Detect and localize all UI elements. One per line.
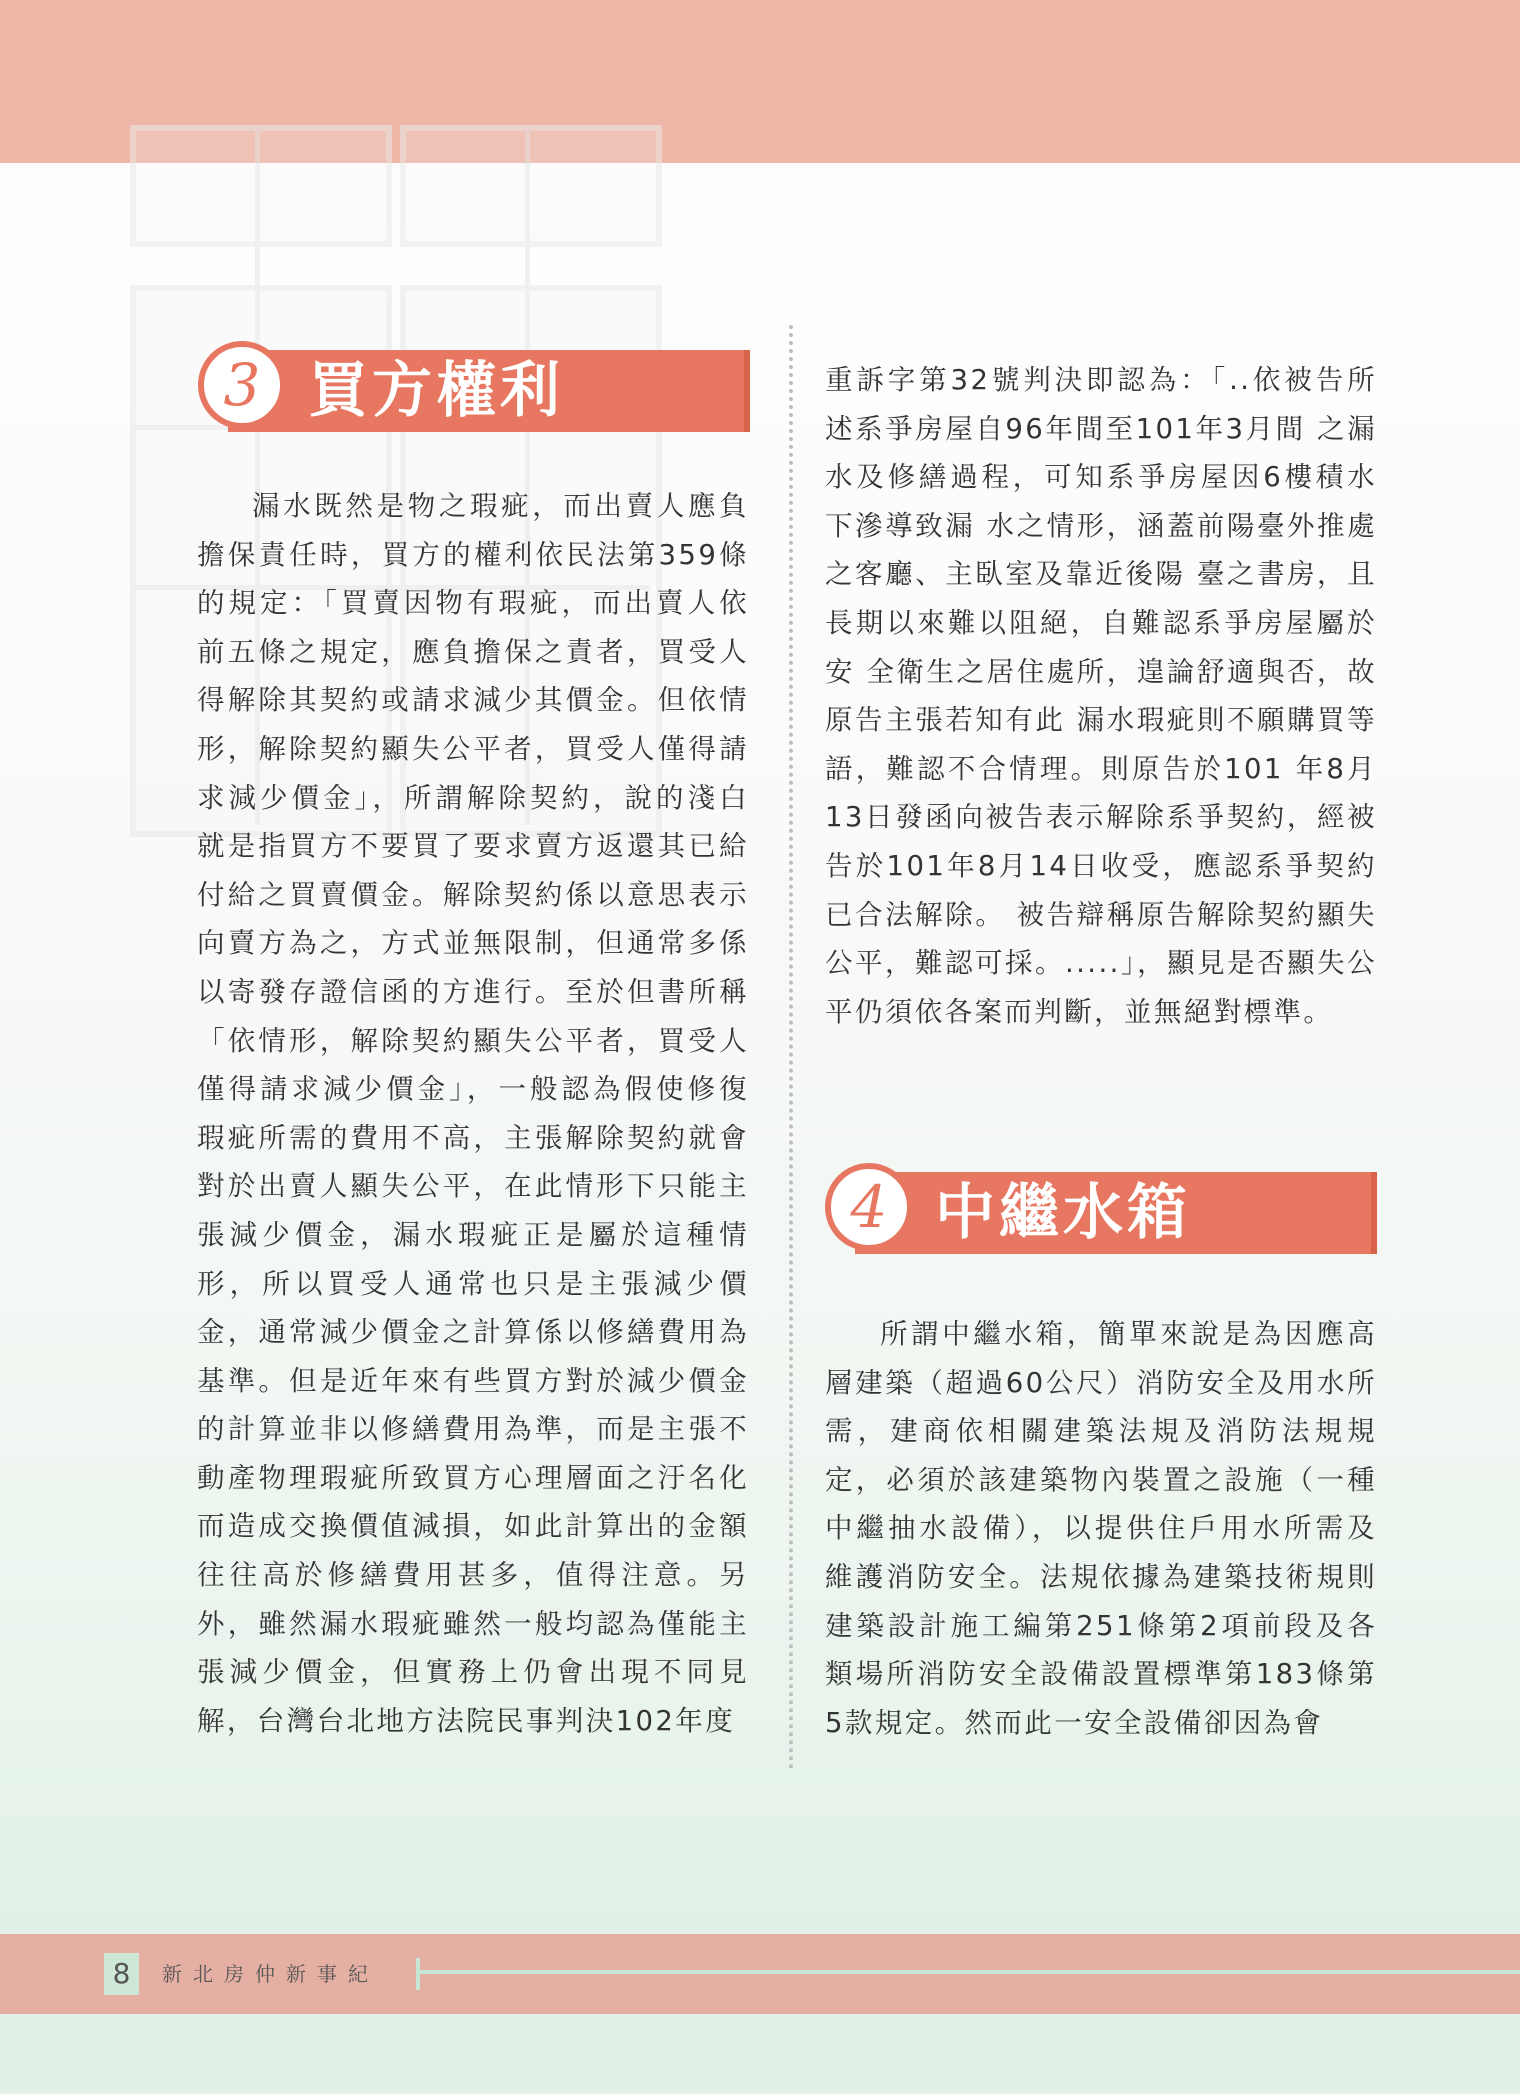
section-3-heading: [198, 341, 750, 441]
section-4-text: [825, 1310, 1377, 1747]
window-pane: [130, 125, 392, 247]
page-number: 8: [104, 1953, 139, 1995]
section-number: 4: [850, 1173, 888, 1241]
section-title: 買方權利: [308, 356, 564, 426]
magazine-name: 新北房仲新事紀: [162, 1962, 379, 1986]
footer-rule: [420, 1970, 1520, 1974]
body-paragraph: 所謂中繼水箱，簡單來說是為因應高層建築（超過60公尺）消防安全及用水所需，建商依相關建築法規及消防法規規定，必須於該建築物內裝置之設施（一種中繼抽水設備），以提供住戶用水所需及維護消防安全。法規依據為建築技術規則建築設計施工編第251條第2項前段及各類場所消防安全設備設置標準第183條第5款規定。然而此一安全設備卻因為會: [825, 1318, 1377, 1739]
footer-tick: [416, 1958, 420, 1990]
column-divider: [789, 325, 793, 1770]
left-column-text: [197, 482, 749, 1745]
section-title: 中繼水箱: [935, 1178, 1191, 1248]
window-pane: [400, 125, 662, 247]
body-paragraph: 重訴字第32號判決即認為：「..依被告所述系爭房屋自96年間至101年3月間 之漏水及修繕過程，可知系爭房屋因6樓積水下滲導致漏 水之情形，涵蓋前陽臺外推處之客廳、主臥室及靠近後陽 臺之書房，且長期以來難以阻絕，自難認系爭房屋屬於安 全衛生之居住處所，遑論舒適與否，故原告主張若知有此 漏水瑕疵則不願購買等語，難認不合情理。則原告於101 年8月13日發函向被告表示解除系爭契約，經被告於101年8月14日收受，應認系爭契約已合法解除。 被告辯稱原告解除契約顯失公平，難認可採。.....」，顯見是否顯失公平仍須依各案而判斷，並無絕對標準。: [825, 364, 1377, 1028]
body-paragraph: 漏水既然是物之瑕疵，而出賣人應負擔保責任時，買方的權利依民法第359條的規定：「買賣因物有瑕疵，而出賣人依前五條之規定，應負擔保之責者，買受人得解除其契約或請求減少其價金。但依情形，解除契約顯失公平者，買受人僅得請求減少價金」，所謂解除契約，說的淺白就是指買方不要買了要求賣方返還其已給付給之買賣價金。解除契約係以意思表示向賣方為之，方式並無限制，但通常多係以寄發存證信函的方進行。至於但書所稱「依情形，解除契約顯失公平者，買受人僅得請求減少價金」，一般認為假使修復瑕疵所需的費用不高，主張解除契約就會對於出賣人顯失公平，在此情形下只能主張減少價金，漏水瑕疵正是屬於這種情形，所以買受人通常也只是主張減少價金，通常減少價金之計算係以修繕費用為基準。但是近年來有些買方對於減少價金的計算並非以修繕費用為準，而是主張不動產物理瑕疵所致買方心理層面之汙名化而造成交換價值減損，如此計算出的金額往往高於修繕費用甚多，值得注意。另外，雖然漏水瑕疵雖然一般均認為僅能主張減少價金，但實務上仍會出現不同見解，台灣台北地方法院民事判決102年度: [197, 490, 749, 1737]
section-4-heading: [825, 1163, 1377, 1263]
right-column-text: [825, 356, 1377, 1036]
section-number: 3: [223, 351, 261, 419]
